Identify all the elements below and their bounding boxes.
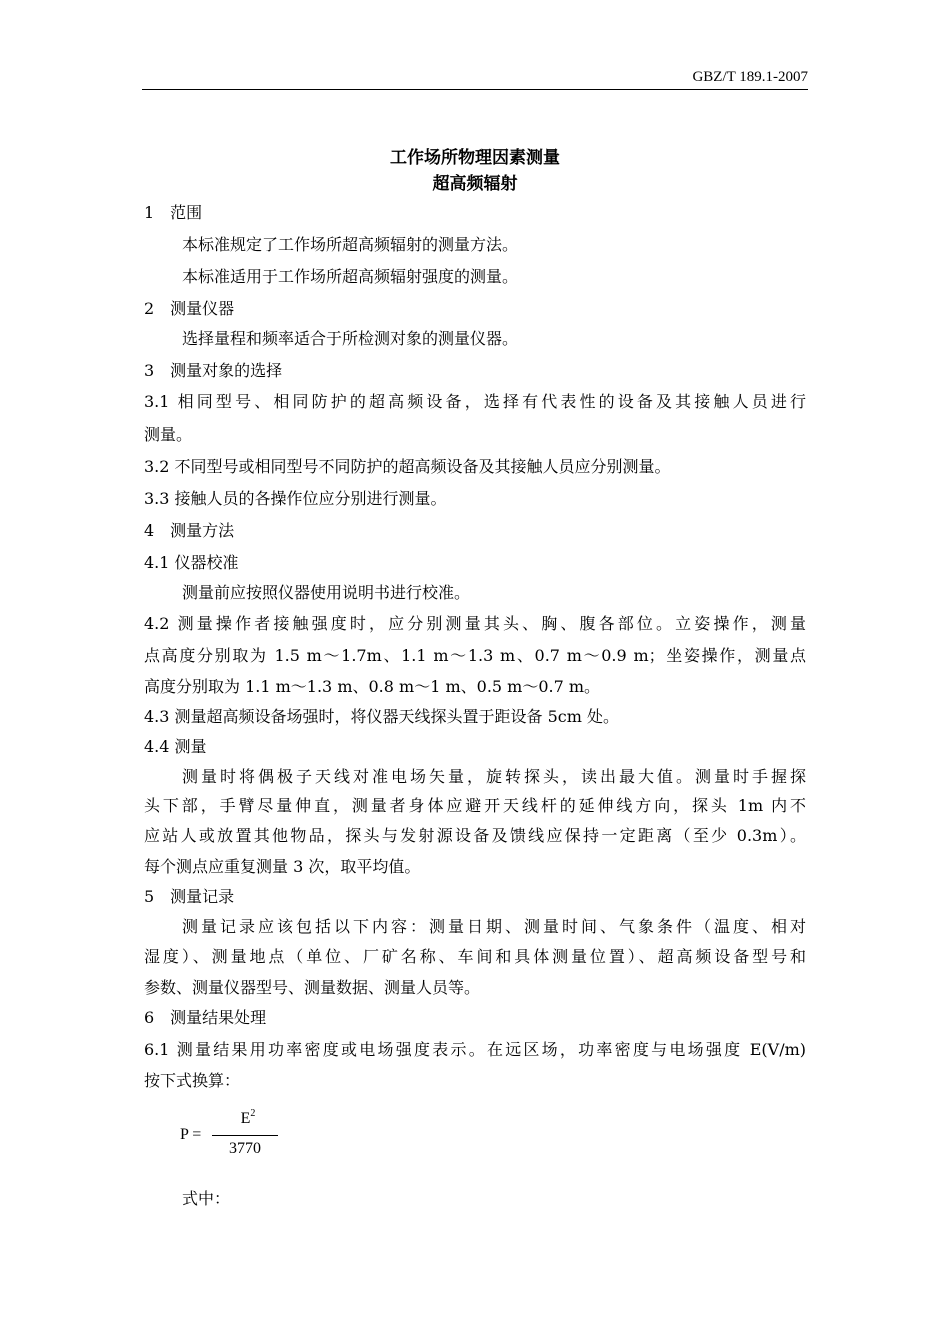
paragraph-line: 本标准规定了工作场所超高频辐射的测量方法。 bbox=[182, 235, 519, 254]
formula-exponent: 2 bbox=[250, 1108, 256, 1119]
paragraph-line: 湿度）、测量地点（单位、厂矿名称、车间和具体测量位置）、超高频设备型号和 bbox=[144, 947, 806, 966]
paragraph-line: 3.1 相同型号、相同防护的超高频设备，选择有代表性的设备及其接触人员进行 bbox=[144, 392, 806, 411]
paragraph-line: 每个测点应重复测量 3 次，取平均值。 bbox=[144, 857, 421, 876]
subsection-heading: 4.1 仪器校准 bbox=[144, 553, 239, 572]
paragraph-line: 测量时将偶极子天线对准电场矢量，旋转探头，读出最大值。测量时手握探 bbox=[182, 767, 806, 786]
section-1-heading: 1 范围 bbox=[144, 203, 203, 222]
formula-denominator: 3770 bbox=[229, 1140, 261, 1157]
standard-code: GBZ/T 189.1-2007 bbox=[692, 69, 808, 85]
formula-numerator bbox=[222, 1108, 274, 1128]
section-4-heading: 4 测量方法 bbox=[144, 521, 235, 540]
section-6-heading: 6 测量结果处理 bbox=[144, 1008, 267, 1027]
where-label: 式中： bbox=[182, 1189, 231, 1208]
paragraph-line: 头下部，手臂尽量伸直，测量者身体应避开天线杆的延伸线方向，探头 1m 内不 bbox=[144, 796, 806, 815]
power-density-formula bbox=[180, 1108, 300, 1164]
paragraph-line: 6.1 测量结果用功率密度或电场强度表示。在远区场，功率密度与电场强度 E(V/m) bbox=[144, 1040, 806, 1059]
paragraph-line: 3.3 接触人员的各操作位应分别进行测量。 bbox=[144, 489, 447, 508]
doc-title: 工作场所物理因素测量 bbox=[390, 148, 560, 168]
paragraph-line: 点高度分别取为 1.5 m～1.7m、1.1 m～1.3 m、0.7 m～0.9 m；坐姿操作，测量点 bbox=[144, 646, 806, 665]
section-2-heading: 2 测量仪器 bbox=[144, 299, 235, 318]
paragraph-line: 4.3 测量超高频设备场强时，将仪器天线探头置于距设备 5cm 处。 bbox=[144, 707, 620, 726]
paragraph-line: 测量记录应该包括以下内容：测量日期、测量时间、气象条件（温度、相对 bbox=[182, 917, 806, 936]
paragraph-line: 应站人或放置其他物品，探头与发射源设备及馈线应保持一定距离（至少 0.3m）。 bbox=[144, 826, 806, 845]
formula-lhs: P = bbox=[180, 1126, 202, 1143]
paragraph-line: 参数、测量仪器型号、测量数据、测量人员等。 bbox=[144, 978, 481, 997]
fraction-bar bbox=[212, 1135, 278, 1136]
paragraph-line: 本标准适用于工作场所超高频辐射强度的测量。 bbox=[182, 267, 519, 286]
paragraph-line: 选择量程和频率适合于所检测对象的测量仪器。 bbox=[182, 329, 519, 348]
paragraph-line: 测量前应按照仪器使用说明书进行校准。 bbox=[182, 583, 471, 602]
paragraph-line: 高度分别取为 1.1 m～1.3 m、0.8 m～1 m、0.5 m～0.7 m。 bbox=[144, 677, 601, 696]
header-rule bbox=[142, 89, 808, 90]
paragraph-line: 4.2 测量操作者接触强度时，应分别测量其头、胸、腹各部位。立姿操作，测量 bbox=[144, 614, 806, 633]
section-3-heading: 3 测量对象的选择 bbox=[144, 361, 283, 380]
subsection-heading: 4.4 测量 bbox=[144, 737, 207, 756]
paragraph-line: 按下式换算： bbox=[144, 1071, 241, 1090]
formula-numerator-base: E bbox=[240, 1110, 251, 1127]
section-5-heading: 5 测量记录 bbox=[144, 887, 235, 906]
doc-subtitle: 超高频辐射 bbox=[432, 174, 518, 194]
paragraph-line: 测量。 bbox=[144, 425, 193, 444]
paragraph-line: 3.2 不同型号或相同型号不同防护的超高频设备及其接触人员应分别测量。 bbox=[144, 457, 671, 476]
